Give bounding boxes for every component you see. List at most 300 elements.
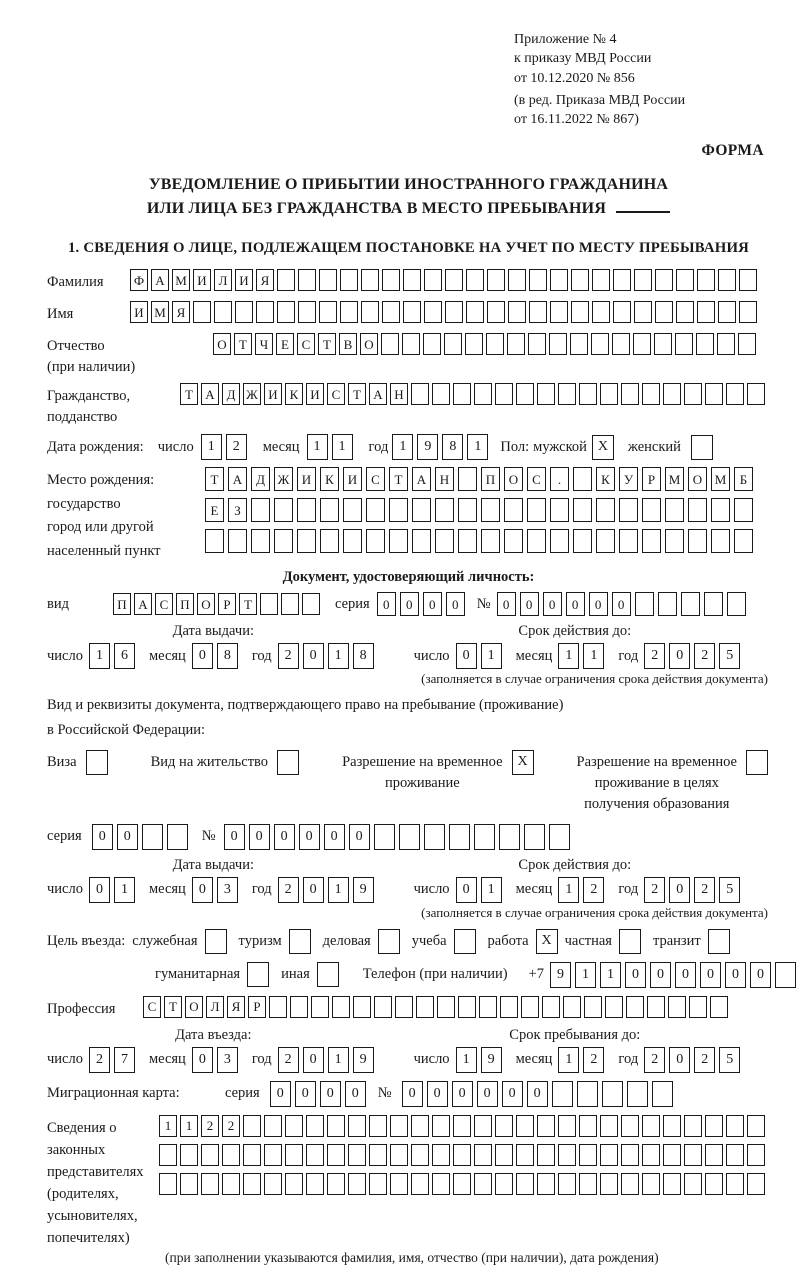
- char-cell[interactable]: [527, 529, 546, 553]
- char-cell[interactable]: [734, 529, 753, 553]
- char-cell[interactable]: 1: [558, 643, 579, 669]
- char-cell[interactable]: 0: [303, 877, 324, 903]
- char-cell[interactable]: [642, 1173, 660, 1195]
- char-cell[interactable]: [550, 269, 568, 291]
- char-cell[interactable]: А: [369, 383, 387, 405]
- char-cell[interactable]: П: [481, 467, 500, 491]
- char-cell[interactable]: [361, 301, 379, 323]
- char-cell[interactable]: 0: [192, 1047, 213, 1073]
- char-cell[interactable]: [563, 996, 581, 1018]
- char-cell[interactable]: Н: [435, 467, 454, 491]
- char-cell[interactable]: 0: [456, 877, 477, 903]
- char-cell[interactable]: 0: [303, 643, 324, 669]
- char-cell[interactable]: 1: [328, 877, 349, 903]
- char-cell[interactable]: [516, 1144, 534, 1166]
- char-cell[interactable]: [412, 529, 431, 553]
- char-cell[interactable]: [642, 529, 661, 553]
- char-cell[interactable]: 2: [694, 1047, 715, 1073]
- char-cell[interactable]: [340, 269, 358, 291]
- char-cell[interactable]: Т: [164, 996, 182, 1018]
- char-cell[interactable]: 0: [669, 877, 690, 903]
- char-cell[interactable]: [499, 824, 520, 850]
- char-cell[interactable]: [592, 269, 610, 291]
- char-cell[interactable]: 1: [481, 643, 502, 669]
- char-cell[interactable]: Я: [227, 996, 245, 1018]
- char-cell[interactable]: [319, 301, 337, 323]
- char-cell[interactable]: [504, 498, 523, 522]
- char-cell[interactable]: [516, 383, 534, 405]
- char-cell[interactable]: Ф: [130, 269, 148, 291]
- char-cell[interactable]: Т: [348, 383, 366, 405]
- char-cell[interactable]: 2: [583, 1047, 604, 1073]
- char-cell[interactable]: [504, 529, 523, 553]
- char-cell[interactable]: И: [264, 383, 282, 405]
- char-cell[interactable]: Д: [251, 467, 270, 491]
- char-cell[interactable]: [432, 1115, 450, 1137]
- char-cell[interactable]: [579, 1144, 597, 1166]
- char-cell[interactable]: 0: [543, 592, 562, 616]
- char-cell[interactable]: [320, 529, 339, 553]
- char-cell[interactable]: [399, 824, 420, 850]
- char-cell[interactable]: 2: [201, 1115, 219, 1137]
- char-cell[interactable]: [222, 1173, 240, 1195]
- char-cell[interactable]: [474, 1144, 492, 1166]
- char-cell[interactable]: [264, 1173, 282, 1195]
- char-cell[interactable]: [348, 1144, 366, 1166]
- char-cell[interactable]: [613, 269, 631, 291]
- char-cell[interactable]: [579, 1115, 597, 1137]
- char-cell[interactable]: [550, 301, 568, 323]
- char-cell[interactable]: 2: [694, 877, 715, 903]
- char-cell[interactable]: [319, 269, 337, 291]
- char-cell[interactable]: И: [235, 269, 253, 291]
- char-cell[interactable]: 0: [502, 1081, 523, 1107]
- char-cell[interactable]: [369, 1144, 387, 1166]
- char-cell[interactable]: 0: [675, 962, 696, 988]
- char-cell[interactable]: [264, 1144, 282, 1166]
- char-cell[interactable]: [516, 1173, 534, 1195]
- char-cell[interactable]: [465, 333, 483, 355]
- char-cell[interactable]: С: [366, 467, 385, 491]
- char-cell[interactable]: 0: [192, 877, 213, 903]
- char-cell[interactable]: [435, 529, 454, 553]
- char-cell[interactable]: [718, 269, 736, 291]
- char-cell[interactable]: [619, 529, 638, 553]
- char-cell[interactable]: 1: [558, 1047, 579, 1073]
- char-cell[interactable]: [627, 1081, 648, 1107]
- char-cell[interactable]: [327, 1115, 345, 1137]
- char-cell[interactable]: 0: [625, 962, 646, 988]
- char-cell[interactable]: 0: [427, 1081, 448, 1107]
- checkbox-tourism[interactable]: [289, 929, 311, 954]
- char-cell[interactable]: [193, 301, 211, 323]
- char-cell[interactable]: О: [688, 467, 707, 491]
- char-cell[interactable]: [274, 498, 293, 522]
- char-cell[interactable]: [571, 301, 589, 323]
- char-cell[interactable]: [705, 1173, 723, 1195]
- char-cell[interactable]: 8: [442, 434, 463, 460]
- char-cell[interactable]: [508, 269, 526, 291]
- char-cell[interactable]: 2: [644, 643, 665, 669]
- char-cell[interactable]: [381, 333, 399, 355]
- checkbox-work[interactable]: X: [536, 929, 558, 954]
- char-cell[interactable]: 1: [328, 643, 349, 669]
- char-cell[interactable]: 1: [575, 962, 596, 988]
- char-cell[interactable]: 0: [520, 592, 539, 616]
- char-cell[interactable]: [747, 383, 765, 405]
- char-cell[interactable]: [495, 1144, 513, 1166]
- char-cell[interactable]: [412, 498, 431, 522]
- char-cell[interactable]: [711, 498, 730, 522]
- char-cell[interactable]: 0: [566, 592, 585, 616]
- char-cell[interactable]: И: [193, 269, 211, 291]
- char-cell[interactable]: О: [197, 593, 215, 615]
- char-cell[interactable]: 0: [700, 962, 721, 988]
- char-cell[interactable]: [453, 1173, 471, 1195]
- char-cell[interactable]: А: [412, 467, 431, 491]
- char-cell[interactable]: 9: [353, 877, 374, 903]
- char-cell[interactable]: 3: [217, 877, 238, 903]
- char-cell[interactable]: [684, 1115, 702, 1137]
- char-cell[interactable]: [529, 269, 547, 291]
- char-cell[interactable]: 0: [295, 1081, 316, 1107]
- char-cell[interactable]: [290, 996, 308, 1018]
- char-cell[interactable]: [466, 269, 484, 291]
- char-cell[interactable]: 0: [650, 962, 671, 988]
- char-cell[interactable]: 0: [324, 824, 345, 850]
- char-cell[interactable]: [389, 529, 408, 553]
- char-cell[interactable]: [705, 1144, 723, 1166]
- char-cell[interactable]: М: [711, 467, 730, 491]
- char-cell[interactable]: [775, 962, 796, 988]
- checkbox-residence-permit[interactable]: [277, 750, 299, 775]
- char-cell[interactable]: 1: [392, 434, 413, 460]
- char-cell[interactable]: [180, 1144, 198, 1166]
- char-cell[interactable]: 1: [600, 962, 621, 988]
- char-cell[interactable]: 1: [114, 877, 135, 903]
- char-cell[interactable]: [382, 301, 400, 323]
- char-cell[interactable]: [348, 1115, 366, 1137]
- char-cell[interactable]: 0: [446, 592, 465, 616]
- checkbox-sex-female[interactable]: [691, 435, 713, 460]
- char-cell[interactable]: 9: [417, 434, 438, 460]
- char-cell[interactable]: [739, 269, 757, 291]
- char-cell[interactable]: [688, 529, 707, 553]
- char-cell[interactable]: У: [619, 467, 638, 491]
- char-cell[interactable]: [663, 383, 681, 405]
- char-cell[interactable]: [508, 301, 526, 323]
- char-cell[interactable]: О: [213, 333, 231, 355]
- char-cell[interactable]: [573, 467, 592, 491]
- char-cell[interactable]: 1: [558, 877, 579, 903]
- char-cell[interactable]: 0: [402, 1081, 423, 1107]
- char-cell[interactable]: [285, 1115, 303, 1137]
- char-cell[interactable]: [605, 996, 623, 1018]
- char-cell[interactable]: [652, 1081, 673, 1107]
- char-cell[interactable]: [633, 333, 651, 355]
- char-cell[interactable]: [549, 333, 567, 355]
- char-cell[interactable]: [596, 529, 615, 553]
- char-cell[interactable]: [621, 1115, 639, 1137]
- char-cell[interactable]: [734, 498, 753, 522]
- char-cell[interactable]: [369, 1173, 387, 1195]
- char-cell[interactable]: [558, 1115, 576, 1137]
- char-cell[interactable]: 2: [278, 643, 299, 669]
- char-cell[interactable]: Ж: [243, 383, 261, 405]
- char-cell[interactable]: 7: [114, 1047, 135, 1073]
- char-cell[interactable]: [573, 529, 592, 553]
- char-cell[interactable]: Т: [318, 333, 336, 355]
- char-cell[interactable]: [697, 301, 715, 323]
- char-cell[interactable]: 8: [353, 643, 374, 669]
- char-cell[interactable]: [537, 383, 555, 405]
- char-cell[interactable]: 0: [349, 824, 370, 850]
- char-cell[interactable]: С: [327, 383, 345, 405]
- char-cell[interactable]: [298, 301, 316, 323]
- char-cell[interactable]: [424, 269, 442, 291]
- char-cell[interactable]: [516, 1115, 534, 1137]
- char-cell[interactable]: [167, 824, 188, 850]
- checkbox-business[interactable]: [378, 929, 400, 954]
- char-cell[interactable]: [201, 1173, 219, 1195]
- char-cell[interactable]: 0: [400, 592, 419, 616]
- char-cell[interactable]: [402, 333, 420, 355]
- char-cell[interactable]: 1: [159, 1115, 177, 1137]
- char-cell[interactable]: [285, 1144, 303, 1166]
- char-cell[interactable]: 0: [92, 824, 113, 850]
- char-cell[interactable]: [727, 592, 746, 616]
- char-cell[interactable]: [592, 301, 610, 323]
- char-cell[interactable]: [619, 498, 638, 522]
- char-cell[interactable]: [705, 1115, 723, 1137]
- char-cell[interactable]: [159, 1144, 177, 1166]
- char-cell[interactable]: [432, 383, 450, 405]
- char-cell[interactable]: 0: [725, 962, 746, 988]
- char-cell[interactable]: М: [151, 301, 169, 323]
- char-cell[interactable]: [228, 529, 247, 553]
- char-cell[interactable]: И: [306, 383, 324, 405]
- char-cell[interactable]: [738, 333, 756, 355]
- char-cell[interactable]: [403, 269, 421, 291]
- char-cell[interactable]: [302, 593, 320, 615]
- char-cell[interactable]: С: [297, 333, 315, 355]
- char-cell[interactable]: 0: [299, 824, 320, 850]
- char-cell[interactable]: [481, 498, 500, 522]
- char-cell[interactable]: [390, 1115, 408, 1137]
- char-cell[interactable]: 2: [644, 877, 665, 903]
- char-cell[interactable]: [479, 996, 497, 1018]
- char-cell[interactable]: 0: [274, 824, 295, 850]
- char-cell[interactable]: [642, 1144, 660, 1166]
- char-cell[interactable]: [214, 301, 232, 323]
- char-cell[interactable]: [600, 383, 618, 405]
- char-cell[interactable]: [277, 301, 295, 323]
- checkbox-sex-male[interactable]: X: [592, 435, 614, 460]
- char-cell[interactable]: [481, 529, 500, 553]
- char-cell[interactable]: О: [360, 333, 378, 355]
- char-cell[interactable]: К: [596, 467, 615, 491]
- checkbox-other[interactable]: [317, 962, 339, 987]
- char-cell[interactable]: Д: [222, 383, 240, 405]
- char-cell[interactable]: [269, 996, 287, 1018]
- char-cell[interactable]: [281, 593, 299, 615]
- char-cell[interactable]: З: [228, 498, 247, 522]
- char-cell[interactable]: С: [527, 467, 546, 491]
- char-cell[interactable]: К: [320, 467, 339, 491]
- char-cell[interactable]: [527, 498, 546, 522]
- char-cell[interactable]: [570, 333, 588, 355]
- checkbox-humanitarian[interactable]: [247, 962, 269, 987]
- char-cell[interactable]: [552, 1081, 573, 1107]
- char-cell[interactable]: [495, 1115, 513, 1137]
- char-cell[interactable]: [474, 383, 492, 405]
- char-cell[interactable]: [658, 592, 677, 616]
- char-cell[interactable]: 0: [192, 643, 213, 669]
- char-cell[interactable]: [726, 1173, 744, 1195]
- char-cell[interactable]: 0: [270, 1081, 291, 1107]
- char-cell[interactable]: О: [185, 996, 203, 1018]
- char-cell[interactable]: [635, 592, 654, 616]
- char-cell[interactable]: [306, 1173, 324, 1195]
- char-cell[interactable]: [437, 996, 455, 1018]
- char-cell[interactable]: [550, 498, 569, 522]
- char-cell[interactable]: [747, 1115, 765, 1137]
- char-cell[interactable]: 2: [278, 877, 299, 903]
- char-cell[interactable]: [704, 592, 723, 616]
- char-cell[interactable]: [453, 1115, 471, 1137]
- char-cell[interactable]: [542, 996, 560, 1018]
- char-cell[interactable]: [613, 301, 631, 323]
- char-cell[interactable]: [596, 498, 615, 522]
- char-cell[interactable]: [243, 1115, 261, 1137]
- char-cell[interactable]: [717, 333, 735, 355]
- char-cell[interactable]: 2: [222, 1115, 240, 1137]
- char-cell[interactable]: Е: [276, 333, 294, 355]
- char-cell[interactable]: А: [228, 467, 247, 491]
- char-cell[interactable]: 0: [497, 592, 516, 616]
- char-cell[interactable]: [205, 529, 224, 553]
- char-cell[interactable]: [348, 1173, 366, 1195]
- char-cell[interactable]: Р: [248, 996, 266, 1018]
- char-cell[interactable]: 2: [583, 877, 604, 903]
- char-cell[interactable]: 0: [117, 824, 138, 850]
- char-cell[interactable]: [243, 1144, 261, 1166]
- char-cell[interactable]: 1: [332, 434, 353, 460]
- char-cell[interactable]: [634, 269, 652, 291]
- char-cell[interactable]: [159, 1173, 177, 1195]
- char-cell[interactable]: [411, 1144, 429, 1166]
- char-cell[interactable]: 2: [89, 1047, 110, 1073]
- char-cell[interactable]: [710, 996, 728, 1018]
- char-cell[interactable]: М: [665, 467, 684, 491]
- char-cell[interactable]: [647, 996, 665, 1018]
- char-cell[interactable]: [390, 1173, 408, 1195]
- char-cell[interactable]: [573, 498, 592, 522]
- char-cell[interactable]: [343, 529, 362, 553]
- char-cell[interactable]: 8: [217, 643, 238, 669]
- char-cell[interactable]: 2: [644, 1047, 665, 1073]
- char-cell[interactable]: [558, 383, 576, 405]
- char-cell[interactable]: [474, 1173, 492, 1195]
- char-cell[interactable]: [201, 1144, 219, 1166]
- char-cell[interactable]: [369, 1115, 387, 1137]
- char-cell[interactable]: А: [151, 269, 169, 291]
- char-cell[interactable]: [697, 269, 715, 291]
- char-cell[interactable]: [320, 498, 339, 522]
- char-cell[interactable]: [537, 1115, 555, 1137]
- char-cell[interactable]: 0: [377, 592, 396, 616]
- char-cell[interactable]: [537, 1173, 555, 1195]
- char-cell[interactable]: [726, 383, 744, 405]
- char-cell[interactable]: 3: [217, 1047, 238, 1073]
- char-cell[interactable]: 1: [467, 434, 488, 460]
- char-cell[interactable]: [711, 529, 730, 553]
- char-cell[interactable]: [507, 333, 525, 355]
- char-cell[interactable]: [521, 996, 539, 1018]
- checkbox-temp-permit[interactable]: X: [512, 750, 534, 775]
- char-cell[interactable]: [466, 301, 484, 323]
- char-cell[interactable]: П: [113, 593, 131, 615]
- char-cell[interactable]: [423, 333, 441, 355]
- char-cell[interactable]: [689, 996, 707, 1018]
- char-cell[interactable]: [424, 824, 445, 850]
- char-cell[interactable]: 0: [456, 643, 477, 669]
- char-cell[interactable]: 0: [612, 592, 631, 616]
- char-cell[interactable]: [180, 1173, 198, 1195]
- char-cell[interactable]: [142, 824, 163, 850]
- char-cell[interactable]: [747, 1144, 765, 1166]
- char-cell[interactable]: [474, 1115, 492, 1137]
- char-cell[interactable]: 9: [481, 1047, 502, 1073]
- char-cell[interactable]: А: [134, 593, 152, 615]
- char-cell[interactable]: 9: [353, 1047, 374, 1073]
- char-cell[interactable]: [260, 593, 278, 615]
- char-cell[interactable]: [621, 383, 639, 405]
- char-cell[interactable]: [458, 529, 477, 553]
- char-cell[interactable]: Б: [734, 467, 753, 491]
- char-cell[interactable]: А: [201, 383, 219, 405]
- char-cell[interactable]: [495, 1173, 513, 1195]
- char-cell[interactable]: [528, 333, 546, 355]
- char-cell[interactable]: .: [550, 467, 569, 491]
- char-cell[interactable]: [500, 996, 518, 1018]
- char-cell[interactable]: [327, 1173, 345, 1195]
- char-cell[interactable]: [458, 467, 477, 491]
- char-cell[interactable]: [411, 383, 429, 405]
- char-cell[interactable]: 1: [89, 643, 110, 669]
- char-cell[interactable]: 1: [307, 434, 328, 460]
- char-cell[interactable]: [222, 1144, 240, 1166]
- char-cell[interactable]: [621, 1173, 639, 1195]
- char-cell[interactable]: [612, 333, 630, 355]
- char-cell[interactable]: [747, 1173, 765, 1195]
- char-cell[interactable]: Р: [642, 467, 661, 491]
- char-cell[interactable]: И: [343, 467, 362, 491]
- char-cell[interactable]: [306, 1115, 324, 1137]
- char-cell[interactable]: Я: [256, 269, 274, 291]
- char-cell[interactable]: [361, 269, 379, 291]
- char-cell[interactable]: 0: [669, 1047, 690, 1073]
- char-cell[interactable]: [676, 269, 694, 291]
- char-cell[interactable]: 6: [114, 643, 135, 669]
- char-cell[interactable]: Ж: [274, 467, 293, 491]
- char-cell[interactable]: [366, 529, 385, 553]
- char-cell[interactable]: 0: [303, 1047, 324, 1073]
- char-cell[interactable]: [327, 1144, 345, 1166]
- char-cell[interactable]: [726, 1115, 744, 1137]
- char-cell[interactable]: И: [297, 467, 316, 491]
- char-cell[interactable]: 0: [320, 1081, 341, 1107]
